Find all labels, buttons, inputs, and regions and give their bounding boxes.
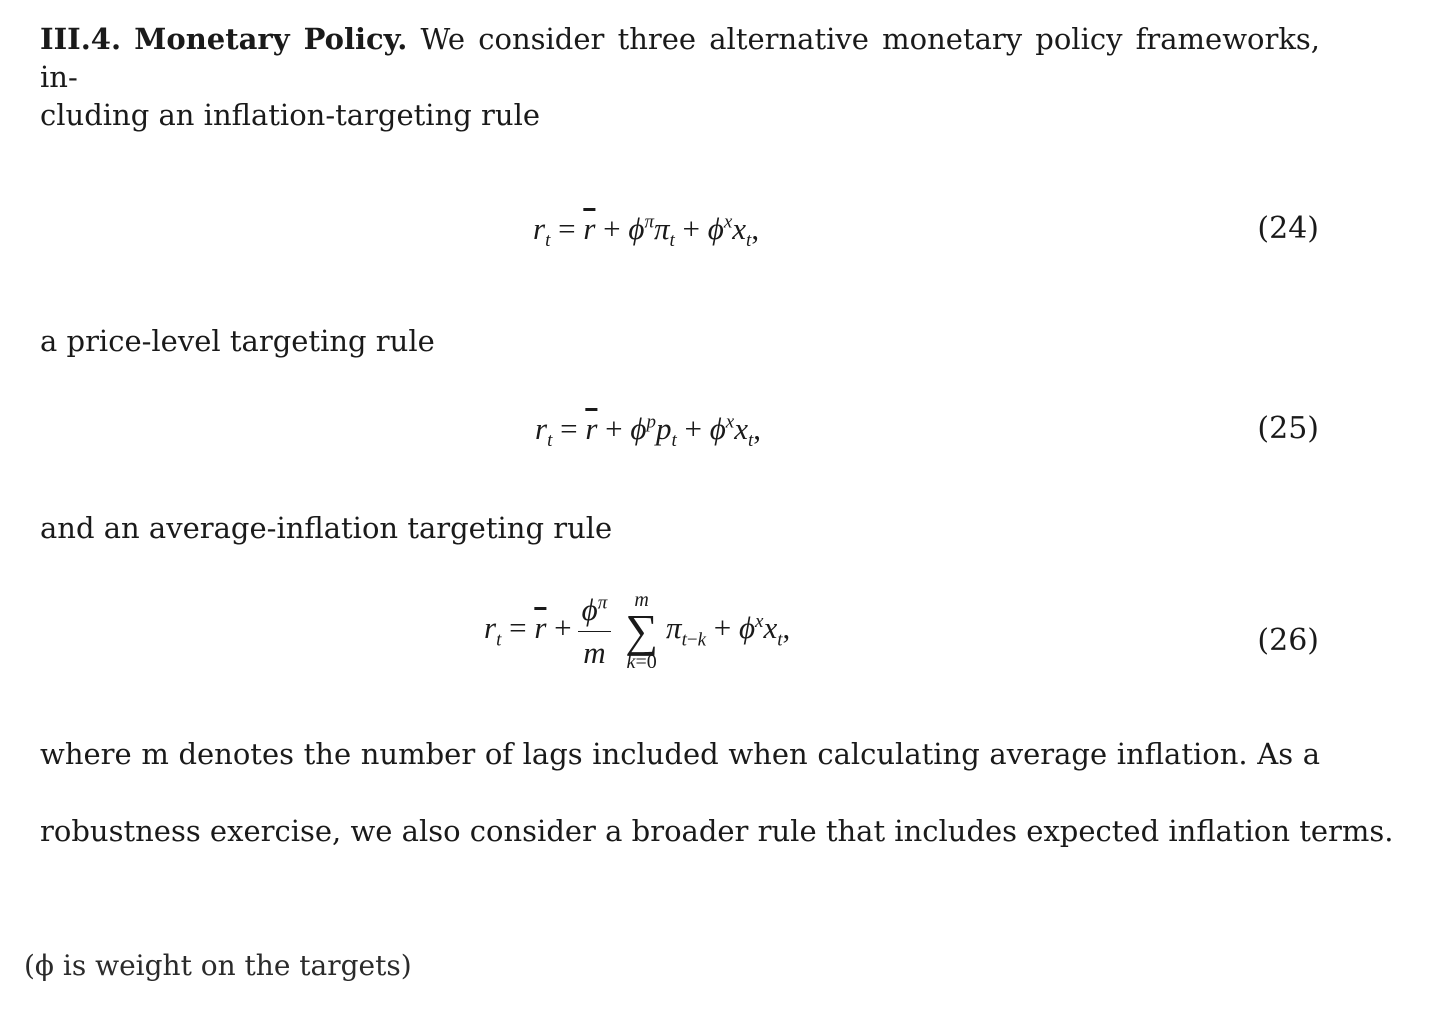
price-level-text: a price-level targeting rule: [40, 324, 435, 358]
summation: m ∑ k=0: [625, 589, 659, 673]
equation-25: $r_t = \overline{r} + \phi^pp_t + \phi^xx_t$,: [535, 411, 761, 452]
equation-26: $r_t = \overline{r}$ + $\frac{\phi^\pi}{m}$ m ∑ k=0 $\pi_{t-k} + \phi^xx_t$,: [484, 589, 791, 673]
note-caption: (ϕ is weight on the targets): [24, 949, 412, 982]
intro-text-line1: We consider three alternative monetary policy frameworks, in-: [40, 22, 1321, 94]
intro-text-line2: cluding an inflation-targeting rule: [40, 98, 541, 132]
where-text-line1: where m denotes the number of lags included when calculating average inflation. As a: [40, 737, 1320, 771]
equation-24: $r_t = \overline{r} + \phi^\pi\pi_t + \phi^xx_t$,: [533, 211, 760, 252]
equation-25-label: (25): [1257, 411, 1319, 446]
section-title: Monetary Policy.: [134, 22, 408, 56]
equation-26-label: (26): [1257, 623, 1319, 658]
equation-24-label: (24): [1257, 211, 1319, 246]
average-inflation-text: and an average-inflation targeting rule: [40, 511, 613, 545]
where-text-line2: robustness exercise, we also consider a broader rule that includes expected inflation terms.: [40, 814, 1394, 848]
section-number: III.4.: [40, 22, 122, 56]
fraction: $\frac{\phi^\pi}{m}$: [578, 591, 612, 672]
intro-paragraph-line1: [40, 20, 1320, 96]
